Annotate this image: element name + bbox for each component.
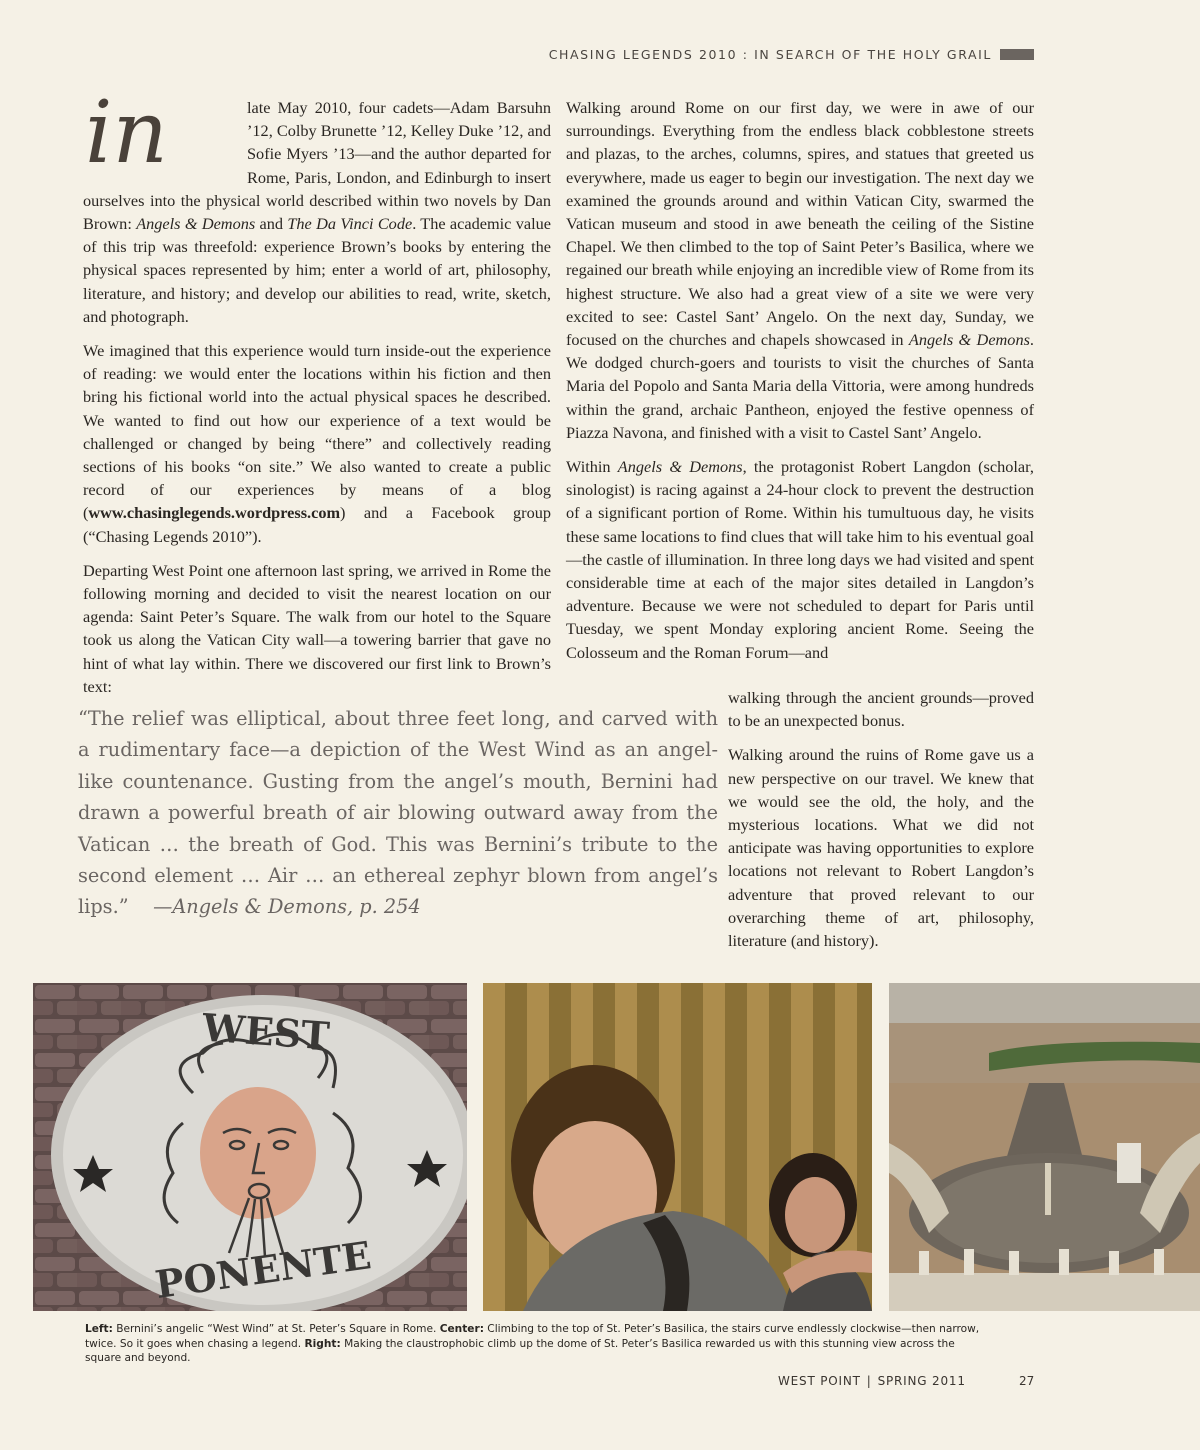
running-header xyxy=(549,47,1034,62)
relief-text-top: WEST xyxy=(200,1004,332,1059)
issue-date: SPRING 2011 xyxy=(877,1374,966,1388)
quote-text: “The relief was elliptical, about three feet long, and carved with a rudimentary face—a depiction of the West Wind as an angel-like countenance. Gusting from the angel’s mouth, Bernini had drawn a powerful breath of air blowing outward away from the Vatican … the breath of God. This was Bernini’s tribute to the second element … Air … an ethereal zephyr blown from angel’s lips.” xyxy=(78,707,718,919)
paragraph-3: Departing West Point one afternoon last spring, we arrived in Rome the following morning and decided to visit the nearest location on our agenda: Saint Peter’s Square. The walk from our hotel to the Square took us along the Vatican City wall—a towering barrier that gave no hint of what lay within. There we discovered our first link to Brown’s text: xyxy=(83,560,551,696)
paragraph-7: Walking around the ruins of Rome gave us a new perspective on our travel. We knew that we would see the old, the holy, and the mysterious locations. What we did not anticipate was having opportunities to explore locations not relevant to Robert Langdon’s adventure that proved relevant to our overarching theme of art, philosophy, literature (and history). xyxy=(728,745,1034,951)
paragraph-5: Within Angels & Demons, the protagonist Robert Langdon (scholar, sinologist) is racing against a 24-hour clock to prevent the destruction of a significant portion of Rome. Within his tumultuous day, he visits these same locations to find clues that will take him to his eventual goal—the castle of illumination. In three long days we had visited and spent considerable time at each of the major sites detailed in Langdon’s adventure. Because we were not scheduled to depart for Paris until Tuesday, we spent Monday exploring ancient Rome. Seeing the Colosseum and the Roman Forum—and xyxy=(566,457,1034,662)
blog-link[interactable]: www.chasinglegends.wordpress.com xyxy=(88,503,341,523)
photo-west-wind-relief xyxy=(33,983,467,1311)
photo-caption: Left: Bernini’s angelic “West Wind” at St. Peter’s Square in Rome. Center: Climbing to the top of St. Peter’s Basilica, the stairs curve endlessly clockwise—then narrow, twice. So it goes when chasing a legend. Right: Making the claustrophobic climb up the dome of St. Peter’s Basilica rewarded us with this stunning view across the square and beyond. xyxy=(85,1323,980,1364)
photo-basilica-stairs xyxy=(483,983,872,1311)
drop-cap-letters: in xyxy=(85,96,168,172)
paragraph-1: late May 2010, four cadets—Adam Barsuhn ’12, Colby Brunette ’12, Kelley Duke ’12, and Sofie Myers ’13—and the author departed for Rome, Paris, London, and Edinburgh to insert ourselves into the physical world described within two novels by Dan Brown: Angels & Demons and The Da Vinci Code. The academic value of this trip was threefold: experience Brown’s books by entering the physical spaces represented by him; enter a world of art, philosophy, literature, and history; and develop our abilities to read, write, sketch, and photograph. xyxy=(83,98,551,326)
relief-text-bottom: PONENTE xyxy=(152,1232,374,1308)
page-number: 27 xyxy=(1019,1374,1035,1388)
paragraph-6: walking through the ancient grounds—proved to be an unexpected bonus. xyxy=(728,688,1034,731)
paragraph-4: Walking around Rome on our first day, we were in awe of our surroundings. Everything from the endless black cobblestone streets and plazas, to the arches, columns, spires, and statues that greeted us everywhere, made us eager to begin our investigation. The next day we examined the grounds around and within Vatican City, swarmed the Vatican museum and stood in awe beneath the ceiling of the Sistine Chapel. We then climbed to the top of Saint Peter’s Basilica, where we regained our breath while enjoying an incredible view of Rome from its highest structure. We also had a great view of a site we were very excited to see: Castel Sant’ Angelo. On the next day, Sunday, we focused on the churches and chapels showcased in Angels & Demons. We dodged church-goers and tourists to visit the churches of Santa Maria del Popolo and Santa Maria della Vittoria, were among hundreds within the grand, archaic Pantheon, enjoyed the festive openness of Piazza Navona, and finished with a visit to Castel Sant’ Angelo. xyxy=(566,98,1034,442)
footer-publication: WEST POINT | SPRING 2011 xyxy=(778,1374,966,1388)
running-title: CHASING LEGENDS 2010 : IN SEARCH OF THE HOLY GRAIL xyxy=(548,47,992,62)
drop-cap xyxy=(83,96,241,172)
column-1 xyxy=(83,96,551,709)
column-2 xyxy=(566,96,1034,675)
photo-st-peters-square xyxy=(889,983,1200,1311)
paragraph-2: We imagined that this experience would turn inside-out the experience of reading: we would enter the locations within his fiction and then bring his fictional world into the actual physical spaces he described. We wanted to find out how our experience of a text would be challenged or changed by being “there” and collectively reading sections of his books “on site.” We also wanted to create a public record of our experiences by means of a blog (www.chasinglegends.wordpress.com) and a Facebook group (“Chasing Legends 2010”). xyxy=(83,341,551,546)
quote-citation: —Angels & Demons, p. 254 xyxy=(153,895,421,919)
column-3 xyxy=(728,686,1034,963)
pull-quote xyxy=(78,703,718,923)
publication-name: WEST POINT xyxy=(778,1374,861,1388)
header-bar xyxy=(1000,49,1034,60)
